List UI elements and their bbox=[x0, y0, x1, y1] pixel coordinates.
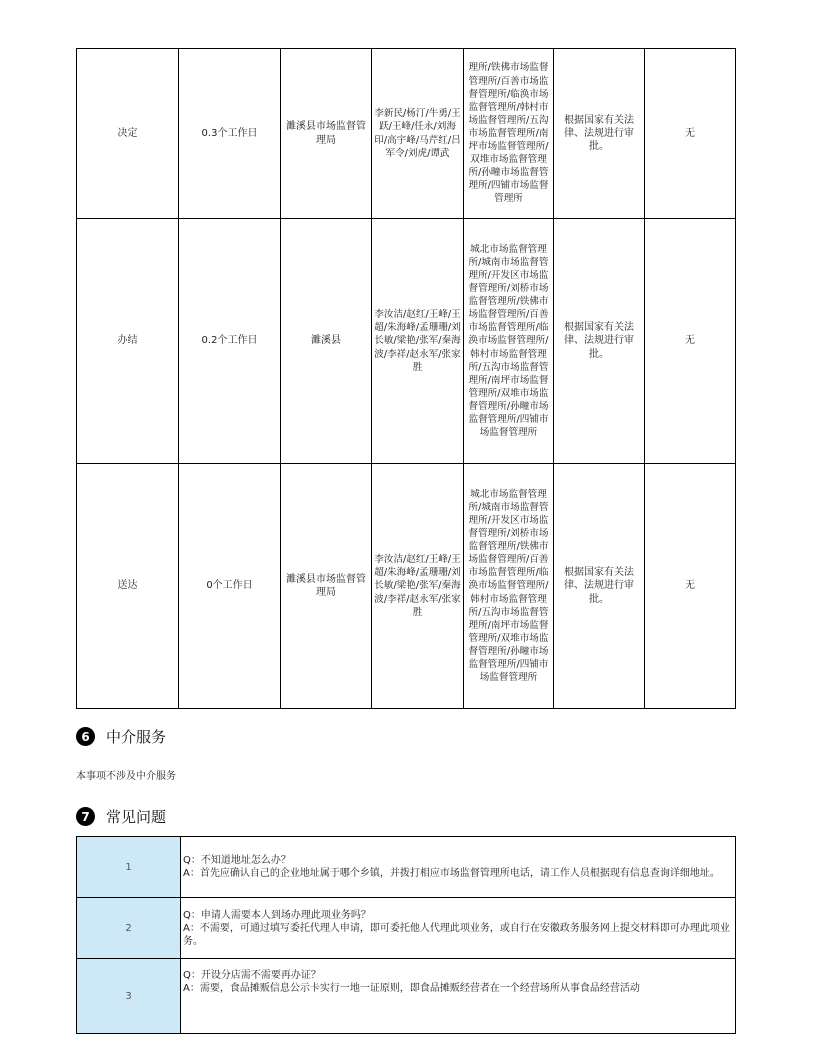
time-limit-cell: 0.3个工作日 bbox=[179, 49, 281, 219]
offices-cell: 城北市场监督管理所/城南市场监督管理所/开发区市场监督管理所/刘桥市场监督管理所/铁佛市场监督管理所/百善市场监督管理所/临涣市场监督管理所/韩村市场监督管理所/五沟市场监督管理所/南坪市场监督管理所/双堆市场监督管理所/孙疃市场监督管理所/四铺市场监督管理所 bbox=[464, 464, 554, 709]
faq-content bbox=[181, 959, 736, 1034]
step-cell: 办结 bbox=[77, 219, 179, 464]
offices-cell: 城北市场监督管理所/城南市场监督管理所/开发区市场监督管理所/刘桥市场监督管理所/铁佛市场监督管理所/百善市场监督管理所/临涣市场监督管理所/韩村市场监督管理所/五沟市场监督管理所/南坪市场监督管理所/双堆市场监督管理所/孙疃市场监督管理所/四铺市场监督管理所 bbox=[464, 219, 554, 464]
step-cell: 决定 bbox=[77, 49, 179, 219]
fee-cell: 无 bbox=[645, 49, 736, 219]
step-cell: 送达 bbox=[77, 464, 179, 709]
faq-question: Q：申请人需要本人到场办理此项业务吗？ bbox=[183, 909, 371, 921]
department-cell: 濉溪县市场监督管理局 bbox=[281, 464, 372, 709]
faq-index: 1 bbox=[77, 837, 181, 898]
department-cell: 濉溪县 bbox=[281, 219, 372, 464]
department-cell: 濉溪县市场监督管理局 bbox=[281, 49, 372, 219]
process-table bbox=[76, 48, 736, 709]
intermediary-note: 本事项不涉及中介服务 bbox=[76, 771, 176, 782]
faq-content bbox=[181, 837, 736, 898]
section-number-badge: 6 bbox=[76, 727, 95, 746]
faq-index: 2 bbox=[77, 898, 181, 959]
section-title: 常见问题 bbox=[106, 808, 167, 826]
staff-cell: 李新民/杨汀/牛勇/王跃/王峰/任永/刘海印/高宇峰/马芹红/吕军令/刘虎/谭武 bbox=[372, 49, 464, 219]
staff-cell: 李汝洁/赵红/王峰/王超/朱海峰/孟珊珊/刘长敏/梁艳/张军/秦海波/李祥/赵永军/张家胜 bbox=[372, 219, 464, 464]
section-heading-intermediary bbox=[76, 726, 166, 747]
faq-answer: A：首先应确认自己的企业地址属于哪个乡镇，并拨打相应市场监督管理所电话，请工作人员根据现有信息查询详细地址。 bbox=[183, 868, 720, 879]
section-heading-faq bbox=[76, 806, 166, 827]
fee-cell: 无 bbox=[645, 464, 736, 709]
fee-cell: 无 bbox=[645, 219, 736, 464]
time-limit-cell: 0个工作日 bbox=[179, 464, 281, 709]
faq-row bbox=[77, 898, 736, 959]
faq-row bbox=[77, 959, 736, 1034]
table-row bbox=[77, 219, 736, 464]
faq-table bbox=[76, 836, 736, 1034]
faq-index: 3 bbox=[77, 959, 181, 1034]
section-title: 中介服务 bbox=[106, 728, 167, 746]
section-number-badge: 7 bbox=[76, 807, 95, 826]
faq-content bbox=[181, 898, 736, 959]
faq-answer: A：不需要，可通过填写委托代理人申请，即可委托他人代理此项业务，或自行在安徽政务服务网上提交材料即可办理此项业务。 bbox=[183, 922, 730, 947]
faq-answer: A：需要，食品摊贩信息公示卡实行一地一证原则，即食品摊贩经营者在一个经营场所从事食品经营活动 bbox=[183, 983, 640, 994]
table-row bbox=[77, 464, 736, 709]
basis-cell: 根据国家有关法律、法规进行审批。 bbox=[554, 464, 645, 709]
time-limit-cell: 0.2个工作日 bbox=[179, 219, 281, 464]
offices-cell: 理所/铁佛市场监督管理所/百善市场监督管理所/临涣市场监督管理所/韩村市场监督管理所/五沟市场监督管理所/南坪市场监督管理所/双堆市场监督管理所/孙疃市场监督管理所/四铺市场监督管理所 bbox=[464, 49, 554, 219]
faq-question: Q：开设分店需不需要再办证？ bbox=[183, 970, 321, 981]
basis-cell: 根据国家有关法律、法规进行审批。 bbox=[554, 49, 645, 219]
faq-question: Q：不知道地址怎么办？ bbox=[183, 855, 291, 866]
faq-row bbox=[77, 837, 736, 898]
table-row bbox=[77, 49, 736, 219]
basis-cell: 根据国家有关法律、法规进行审批。 bbox=[554, 219, 645, 464]
staff-cell: 李汝洁/赵红/王峰/王超/朱海峰/孟珊珊/刘长敏/梁艳/张军/秦海波/李祥/赵永军/张家胜 bbox=[372, 464, 464, 709]
